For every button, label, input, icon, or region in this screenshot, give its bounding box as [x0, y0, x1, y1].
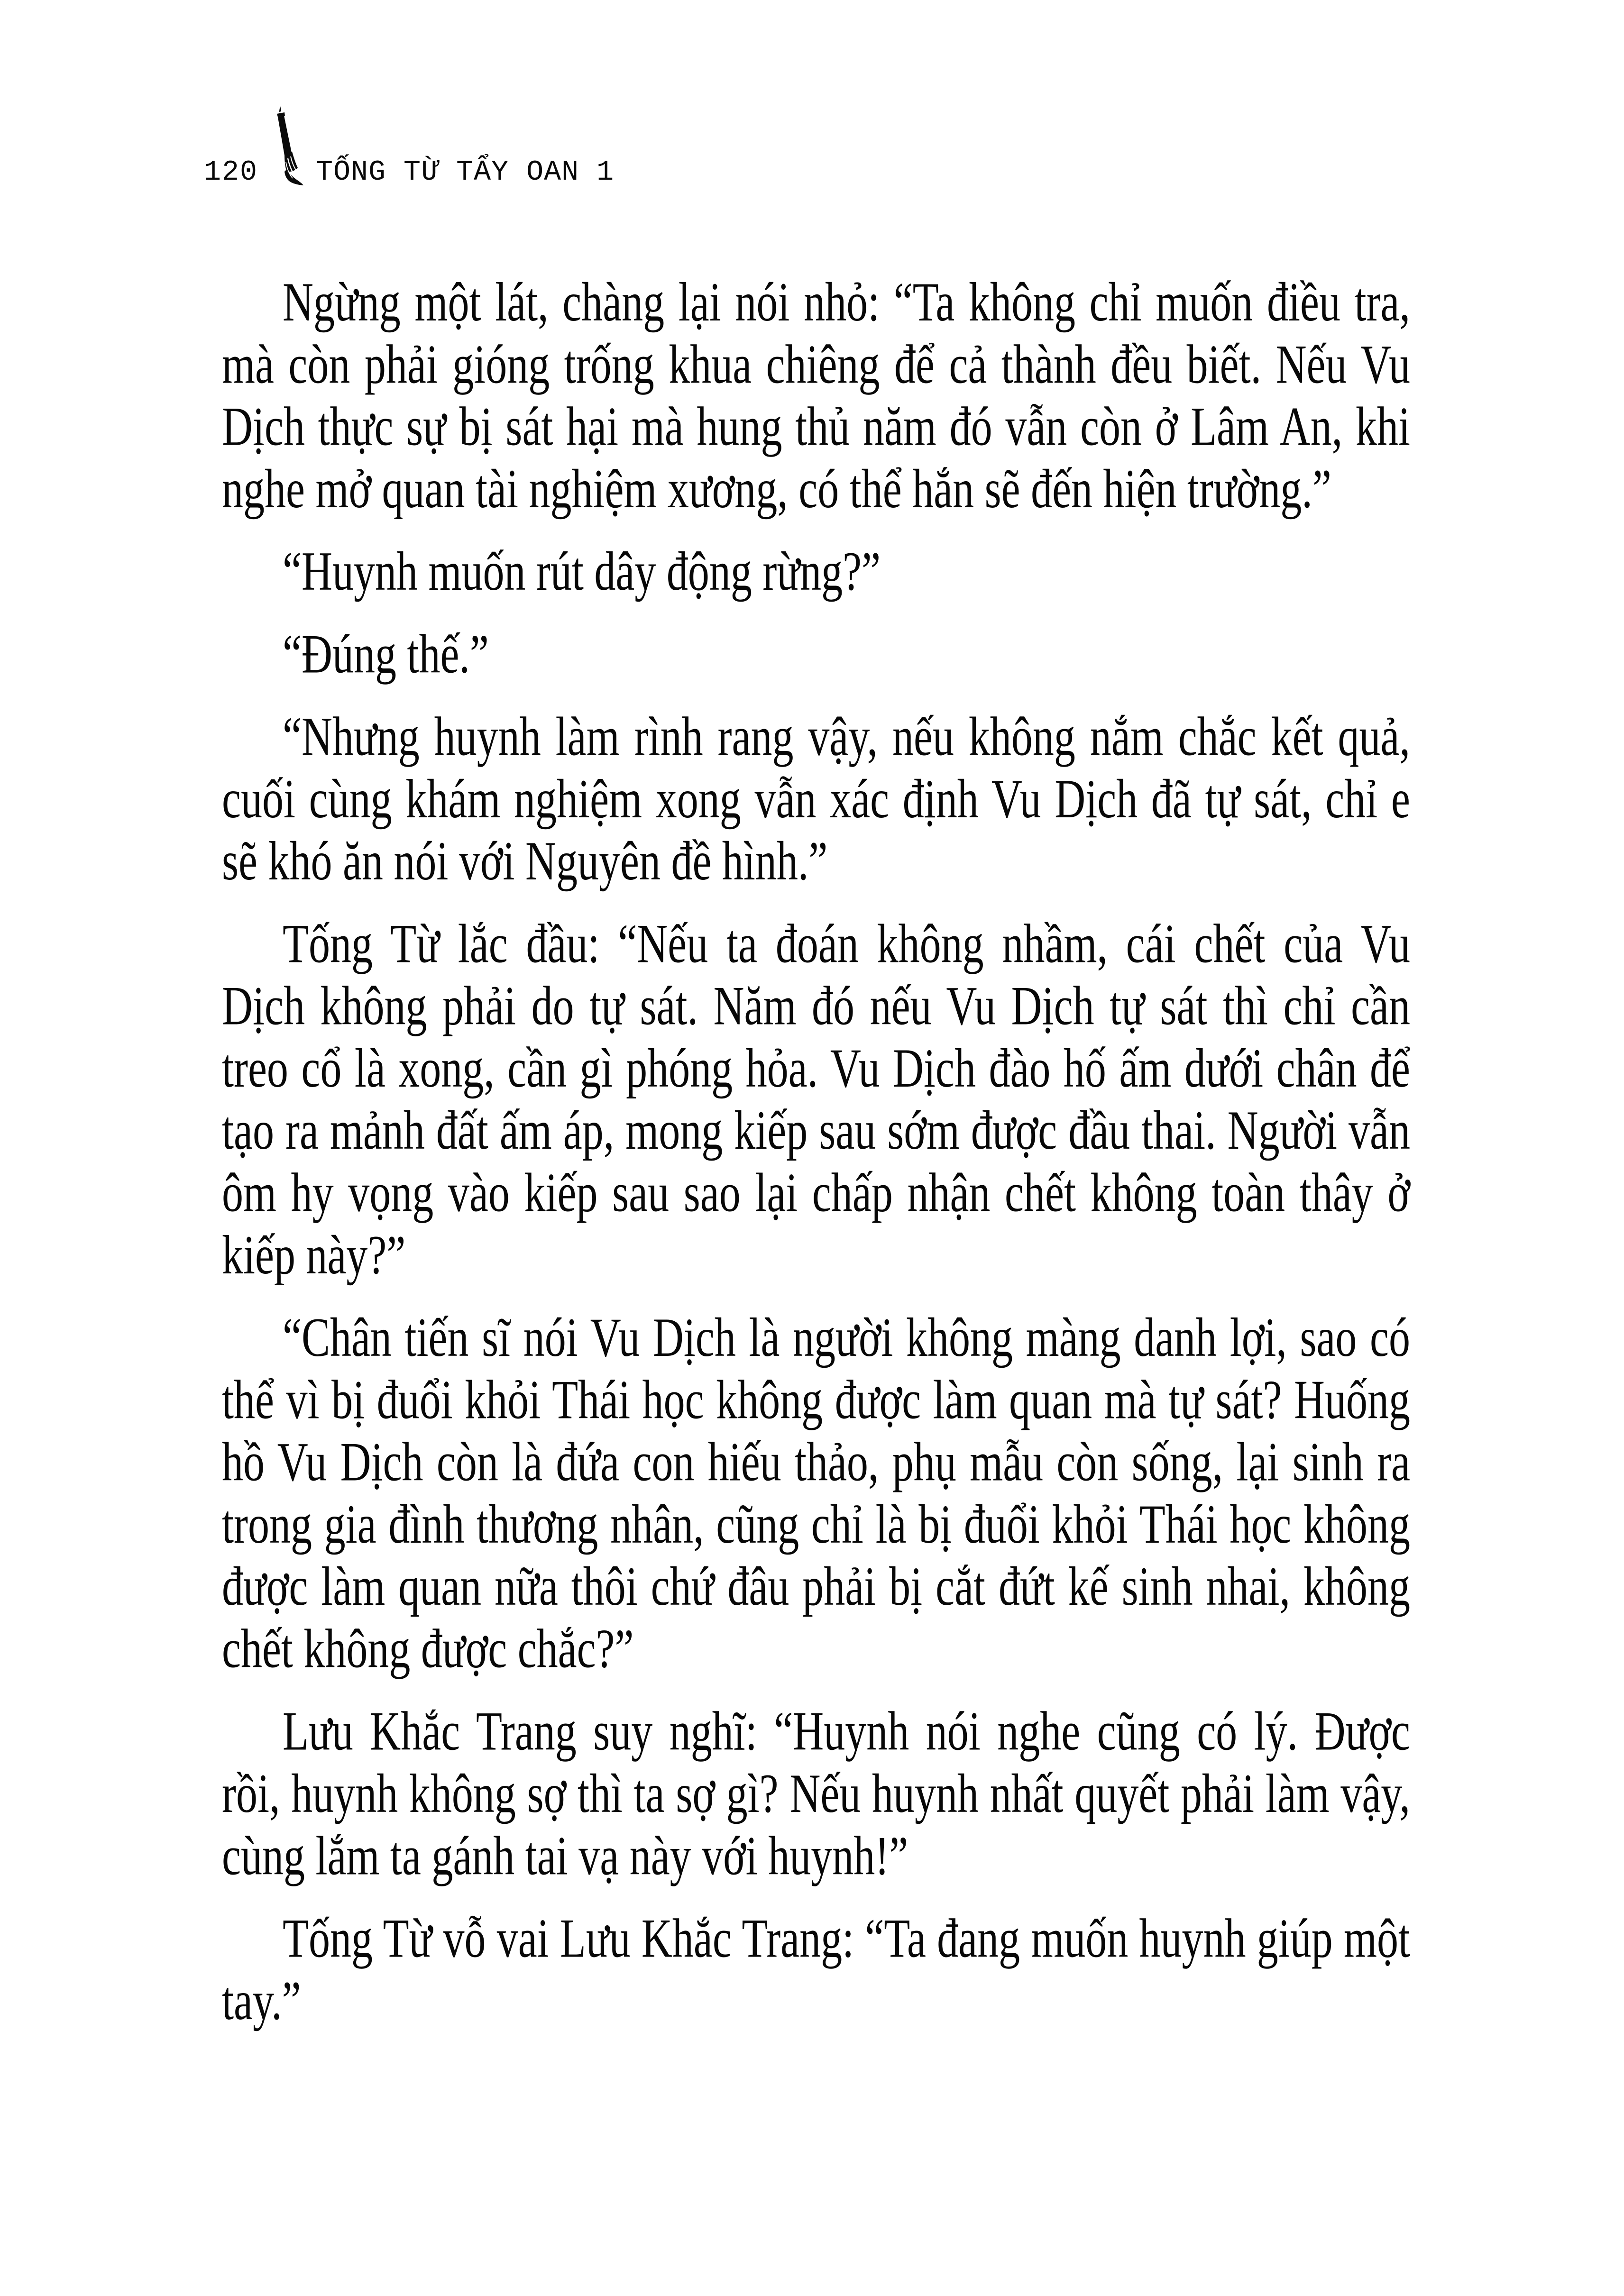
page-header	[204, 105, 614, 187]
page-body	[222, 271, 1410, 2032]
paragraph: “Nhưng huynh làm rình rang vậy, nếu không nắm chắc kết quả, cuối cùng khám nghiệm xong vẫn xác định Vu Dịch đã tự sát, chỉ e sẽ khó ăn nói với Nguyên đề hình.”	[222, 706, 1410, 892]
paragraph: Ngừng một lát, chàng lại nói nhỏ: “Ta không chỉ muốn điều tra, mà còn phải gióng trống khua chiêng để cả thành đều biết. Nếu Vu Dịch thực sự bị sát hại mà hung thủ năm đó vẫn còn ở Lâm An, khi nghe mở quan tài nghiệm xương, có thể hắn sẽ đến hiện trường.”	[222, 272, 1410, 520]
paragraph: “Huynh muốn rút dây động rừng?”	[283, 541, 881, 603]
paragraph: Tống Từ lắc đầu: “Nếu ta đoán không nhầm, cái chết của Vu Dịch không phải do tự sát. Năm đó nếu Vu Dịch tự sát thì chỉ cần treo cổ là xong, cần gì phóng hỏa. Vu Dịch đào hố ấm dưới chân để tạo ra mảnh đất ấm áp, mong kiếp sau sớm được đầu thai. Người vẫn ôm hy vọng vào kiếp sau sao lại chấp nhận chết không toàn thây ở kiếp này?”	[222, 913, 1410, 1286]
calligraphy-brush-icon	[266, 105, 303, 187]
running-title: TỐNG TỪ TẨY OAN 1	[316, 156, 615, 189]
paragraph: “Chân tiến sĩ nói Vu Dịch là người không màng danh lợi, sao có thể vì bị đuổi khỏi Thái học không được làm quan mà tự sát? Huống hồ Vu Dịch còn là đứa con hiếu thảo, phụ mẫu còn sống, lại sinh ra trong gia đình thương nhân, cũng chỉ là bị đuổi khỏi Thái học không được làm quan nữa thôi chứ đâu phải bị cắt đứt kế sinh nhai, không chết không được chắc?”	[222, 1307, 1410, 1680]
paragraph: Tống Từ vỗ vai Lưu Khắc Trang: “Ta đang muốn huynh giúp một tay.”	[222, 1908, 1410, 2031]
paragraph: Lưu Khắc Trang suy nghĩ: “Huynh nói nghe cũng có lý. Được rồi, huynh không sợ thì ta sợ gì? Nếu huynh nhất quyết phải làm vậy, cùng lắm ta gánh tai vạ này với huynh!”	[222, 1701, 1410, 1887]
paragraph: “Đúng thế.”	[283, 623, 489, 685]
page-number: 120	[204, 156, 258, 189]
